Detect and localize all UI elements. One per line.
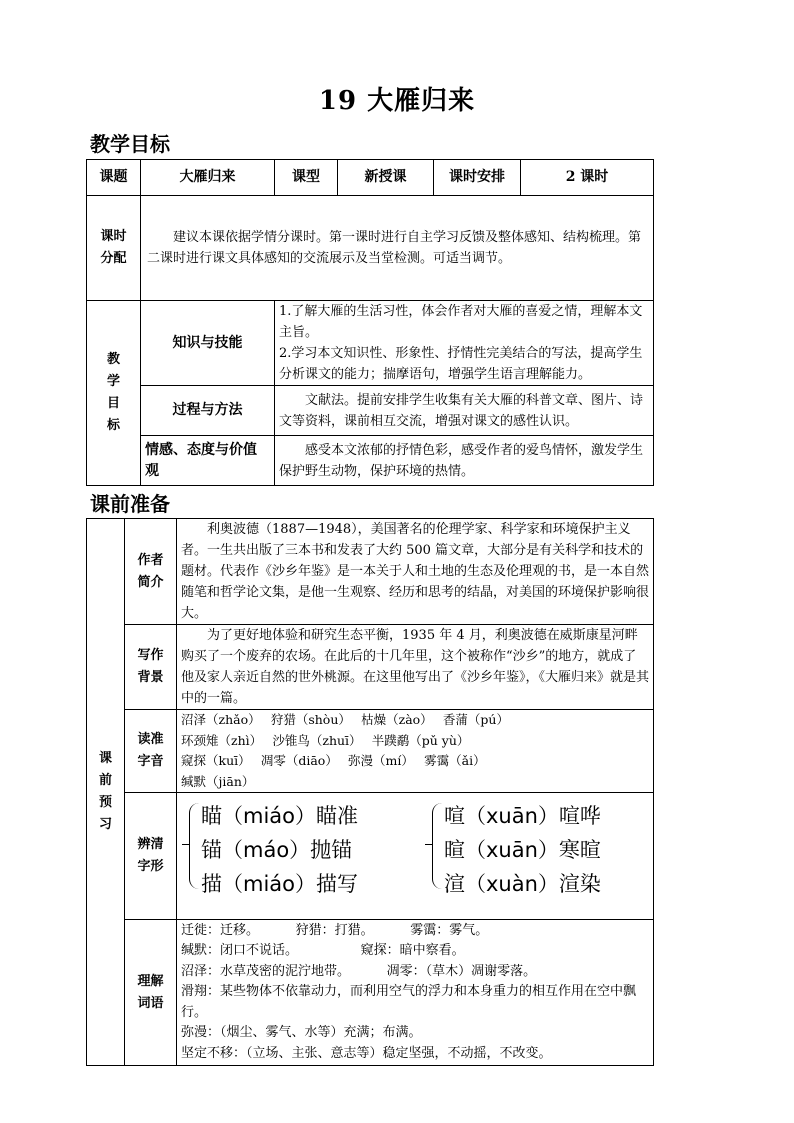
vocab-label: 理解词语 [125, 920, 177, 1066]
author-text: 利奥波德（1887—1948），美国著名的伦理学家、科学家和环境保护主义者。一生共出版了三本书和发表了大约 500 篇文章，大部分是有关科学和技术的题材。代表作《沙乡年鉴》是一本关于人和土地的生态及伦理观的书，是一本自然随笔和哲学论文集，是他一生观察、经历和思考的结晶，对美国的环境保护影响很大。 [177, 519, 654, 625]
author-label: 作者简介 [125, 519, 177, 625]
character-item: 描（miáo）描写 [201, 872, 359, 896]
objectives-table [86, 159, 654, 486]
characters-label: 辨清字形 [125, 793, 177, 920]
pronunciation-line: 沼泽（zhǎo） 狩猎（shòu） 枯燥（zào） 香蒲（pú） [181, 712, 509, 727]
vocab-line: 缄默：闭口不说话。 窥探：暗中察看。 [181, 943, 465, 959]
type-label: 课型 [275, 160, 338, 196]
vocab-line: 坚定不移：（立场、主张、意志等）稳定坚强，不动摇，不改变。 [181, 1045, 552, 1061]
pronunciation-line: 环颈雉（zhì） 沙锥鸟（zhuī） 半蹼鹬（pǔ yù） [181, 732, 470, 748]
vocab-line: 弥漫：（烟尘、雾气、水等）充满；布满。 [181, 1025, 422, 1041]
right-brace-icon [432, 803, 443, 889]
character-item: 渲（xuàn）渲染 [444, 872, 601, 896]
character-item: 喧（xuān）喧哗 [444, 804, 601, 828]
schedule-label: 课时分配 [87, 196, 141, 301]
character-item: 暄（xuān）寒暄 [444, 838, 601, 862]
section-heading-objectives: 教学目标 [90, 132, 170, 156]
vocab-line: 沼泽：水草茂密的泥泞地带。 凋零：（草木）凋谢零落。 [181, 963, 537, 979]
character-item: 锚（máo）抛锚 [201, 838, 353, 862]
characters-cell [177, 793, 654, 920]
goal-label-knowledge: 知识与技能 [141, 301, 275, 386]
goals-label: 教学目标 [87, 301, 141, 486]
goal-text-emotion: 感受本文浓郁的抒情色彩，感受作者的爱鸟情怀，激发学生保护野生动物，保护环境的热情。 [275, 436, 654, 486]
hours-label: 课时安排 [434, 160, 521, 196]
character-item: 瞄（miáo）瞄准 [201, 804, 359, 828]
pronunciation-list [177, 710, 654, 793]
characters-right-column [444, 799, 601, 901]
pronunciation-line: 窥探（kuī） 凋零（diāo） 弥漫（mí） 雾霭（ǎi） [181, 753, 486, 768]
pronunciation-label: 读准字音 [125, 710, 177, 793]
background-text: 为了更好地体验和研究生态平衡，1935 年 4 月，利奥波德在威斯康星河畔购买了一个废弃的农场。在此后的十几年里，这个被称作“沙乡”的地方，就成了他及家人亲近自然的世外桃源。在这里他写出了《沙乡年鉴》，《大雁归来》就是其中的一篇。 [177, 625, 654, 710]
goal-label-process: 过程与方法 [141, 386, 275, 436]
prep-label: 课前预习 [87, 519, 125, 1066]
left-brace-icon [189, 803, 200, 889]
vocab-line: 迁徙：迁移。 狩猎：打猎。 雾霭：雾气。 [181, 922, 489, 938]
characters-group [177, 793, 653, 919]
goal-label-emotion: 情感、态度与价值观 [141, 436, 275, 486]
background-label: 写作背景 [125, 625, 177, 710]
vocab-line: 滑翔：某些物体不依靠动力，而利用空气的浮力和本身重力的相互作用在空中飘行。 [181, 984, 637, 1020]
goal-text-process: 文献法。提前安排学生收集有关大雁的科普文章、图片、诗文等资料，课前相互交流，增强对课文的感性认识。 [275, 386, 654, 436]
course-value: 大雁归来 [141, 160, 275, 196]
vocab-list [177, 920, 654, 1066]
characters-left-column [201, 799, 358, 901]
hours-value: 2 课时 [521, 160, 654, 196]
goal-text-knowledge [275, 301, 654, 386]
preparation-table [86, 518, 654, 1066]
course-label: 课题 [87, 160, 141, 196]
type-value: 新授课 [338, 160, 434, 196]
goal-knowledge-line: 2.学习本文知识性、形象性、抒情性完美结合的写法，提高学生分析课文的能力；揣摩语句，增强学生语言理解能力。 [279, 346, 643, 382]
pronunciation-line: 缄默（jiān） [181, 773, 255, 789]
page-title: 19 大雁归来 [318, 86, 476, 116]
schedule-text: 建议本课依据学情分课时。第一课时进行自主学习反馈及整体感知、结构梳理。第二课时进行课文具体感知的交流展示及当堂检测。可适当调节。 [141, 196, 654, 301]
section-heading-preparation: 课前准备 [90, 492, 170, 516]
goal-knowledge-line: 1.了解大雁的生活习性，体会作者对大雁的喜爱之情，理解本文主旨。 [279, 304, 643, 340]
